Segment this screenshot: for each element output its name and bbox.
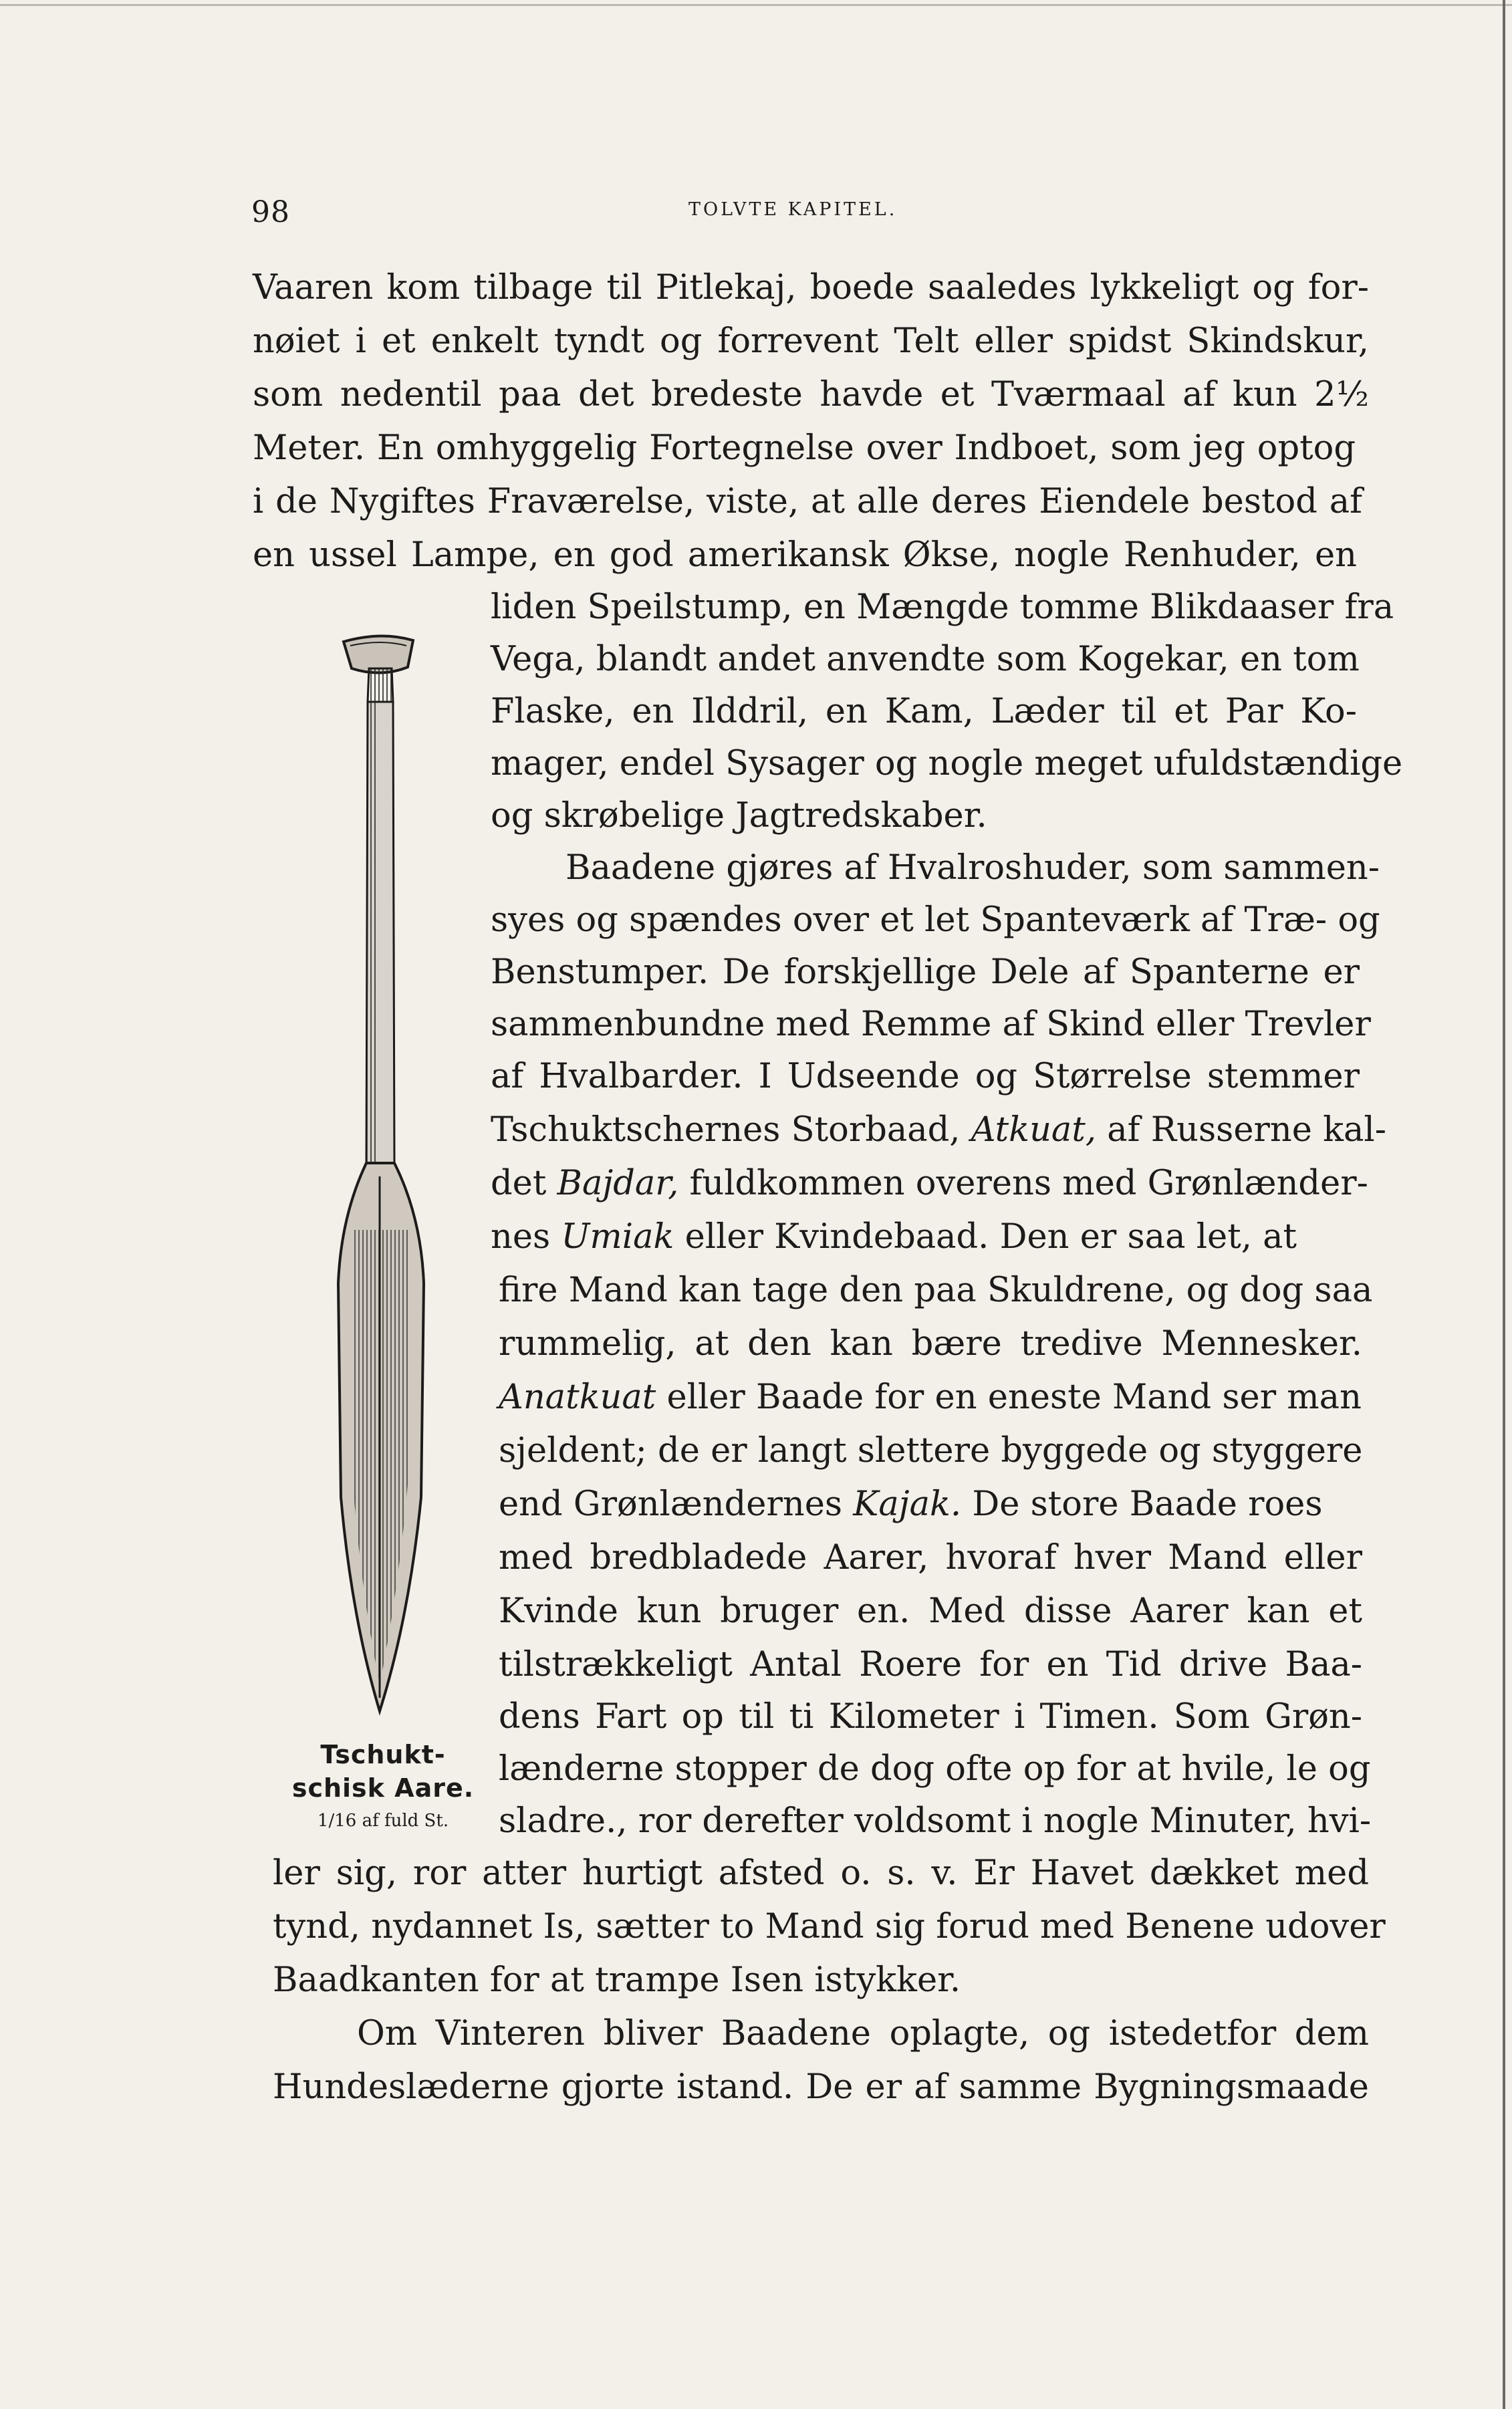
text-line: sjeldent; de er langt slettere byggede og styggere xyxy=(499,1431,1363,1471)
text-line: og skrøbelige Jagtredskaber. xyxy=(491,796,987,836)
italic-term: Atkuat, xyxy=(971,1110,1097,1150)
paddle-blade xyxy=(338,1163,424,1711)
italic-term: Kajak. xyxy=(853,1485,962,1524)
text-line: Tschuktschernes Storbaad, Atkuat, af Russerne kal- xyxy=(491,1110,1386,1150)
caption-title-line1: Tschukt- xyxy=(320,1740,446,1769)
text-line: mager, endel Sysager og nogle meget ufuldstændige xyxy=(491,744,1403,783)
text-line: dens Fart op til ti Kilometer i Timen. Som Grøn- xyxy=(499,1697,1362,1737)
text-line: tynd, nydannet Is, sætter to Mand sig forud med Benene udover xyxy=(273,1907,1386,1946)
text-line: liden Speilstump, en Mængde tomme Blikdaaser fra xyxy=(491,588,1394,627)
text-line: Vega, blandt andet anvendte som Kogekar, en tom xyxy=(491,640,1360,679)
text-line: Vaaren kom tilbage til Pitlekaj, boede saaledes lykkeligt og for- xyxy=(253,268,1369,307)
figure-caption xyxy=(273,1738,493,1837)
italic-term: Bajdar, xyxy=(557,1164,679,1203)
text-line: Hundeslæderne gjorte istand. De er af samme Bygningsmaade xyxy=(273,2067,1369,2107)
text-line: syes og spændes over et let Spanteværk af Træ- og xyxy=(491,900,1380,940)
running-title: TOLVTE KAPITEL. xyxy=(688,199,898,220)
page-top-edge xyxy=(0,4,1512,6)
text-line: Meter. En omhyggelig Fortegnelse over Indboet, som jeg optog xyxy=(253,428,1356,468)
text-line: end Grønlændernes Kajak. De store Baade roes xyxy=(499,1485,1323,1524)
text-line: sladre., ror derefter voldsomt i nogle Minuter, hvi- xyxy=(499,1801,1372,1841)
paddle-illustration xyxy=(314,628,448,1725)
text-line: tilstrækkeligt Antal Roere for en Tid drive Baa- xyxy=(499,1645,1362,1684)
text-line: af Hvalbarder. I Udseende og Størrelse stemmer xyxy=(491,1057,1360,1096)
text-line: sammenbundne med Remme af Skind eller Trevler xyxy=(491,1005,1371,1044)
text-line: en ussel Lampe, en god amerikansk Økse, nogle Renhuder, en xyxy=(253,535,1357,575)
text-line: Kvinde kun bruger en. Med disse Aarer kan et xyxy=(499,1592,1362,1631)
text-line: nes Umiak eller Kvindebaad. Den er saa let, at xyxy=(491,1217,1297,1257)
text-line: Benstumper. De forskjellige Dele af Spanterne er xyxy=(491,953,1360,992)
caption-title-line2: schisk Aare. xyxy=(291,1773,475,1803)
text-line: Baadkanten for at trampe Isen istykker. xyxy=(273,1960,961,2000)
italic-term: Umiak xyxy=(561,1217,674,1257)
text-line: Anatkuat eller Baade for en eneste Mand ser man xyxy=(499,1378,1362,1417)
text-line: Om Vinteren bliver Baadene oplagte, og istedetfor dem xyxy=(357,2014,1369,2053)
italic-term: Anatkuat xyxy=(499,1378,656,1417)
paddle-shaft xyxy=(366,702,394,1163)
text-line: med bredbladede Aarer, hvoraf hver Mand eller xyxy=(499,1538,1362,1577)
text-line: ler sig, ror atter hurtigt afsted o. s. v. Er Havet dækket med xyxy=(273,1854,1369,1893)
page-right-edge xyxy=(1503,0,1505,2409)
text-line: lænderne stopper de dog ofte op for at hvile, le og xyxy=(499,1749,1371,1789)
paddle-grip xyxy=(344,636,413,702)
page-number: 98 xyxy=(251,195,290,229)
text-line: det Bajdar, fuldkommen overens med Grønlænder- xyxy=(491,1164,1368,1203)
text-line: fire Mand kan tage den paa Skuldrene, og dog saa xyxy=(499,1271,1373,1310)
text-line: i de Nygiftes Fraværelse, viste, at alle deres Eiendele bestod af xyxy=(253,482,1362,521)
caption-scale: 1/16 af fuld St. xyxy=(317,1811,449,1831)
text-line: Baadene gjøres af Hvalroshuder, som sammen- xyxy=(565,848,1380,888)
text-line: som nedentil paa det bredeste havde et Tværmaal af kun 2½ xyxy=(253,375,1369,414)
text-line: nøiet i et enkelt tyndt og forrevent Telt eller spidst Skindskur, xyxy=(253,322,1369,361)
text-line: rummelig, at den kan bære tredive Mennesker. xyxy=(499,1324,1362,1364)
text-line: Flaske, en Ilddril, en Kam, Læder til et Par Ko- xyxy=(491,692,1357,731)
